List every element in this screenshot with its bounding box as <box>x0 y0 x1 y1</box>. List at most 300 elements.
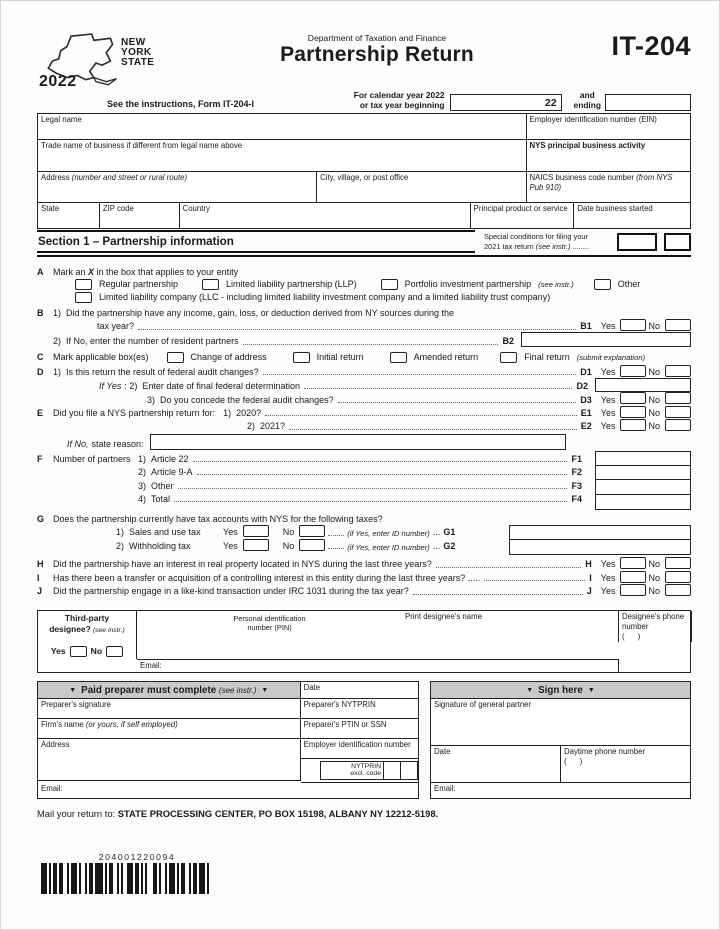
signature-area <box>37 681 691 799</box>
mail-instruction <box>37 808 691 819</box>
f3-tag: F3 <box>571 480 582 491</box>
general-partner-signature-field[interactable] <box>431 699 690 746</box>
designee-phone-label: Designee's phone number <box>622 612 685 631</box>
c-amended-return-label: Amended return <box>413 351 479 362</box>
and-ending-label <box>574 90 601 111</box>
e1-tag: E1 <box>580 407 592 418</box>
question-b-line-1 <box>37 305 691 318</box>
g1-label: Sales and use tax <box>129 527 201 538</box>
trade-name-label: Trade name of business if different from legal name above <box>41 141 243 150</box>
opt-final-return <box>500 352 645 363</box>
a-other-checkbox[interactable] <box>594 279 611 290</box>
dotted-leader <box>174 501 567 502</box>
b1-yes-label: Yes <box>600 321 616 332</box>
preparer-right-column <box>301 739 418 783</box>
question-i <box>37 570 691 583</box>
opt-llp <box>202 279 357 290</box>
calendar-line-2: or tax year beginning <box>359 99 445 110</box>
preparer-nytprin-field[interactable] <box>301 699 418 719</box>
general-partner-signature-label: Signature of general partner <box>434 699 532 709</box>
agency-name: Department of Taxation and Finance <box>307 33 447 43</box>
excl-code-cell-1[interactable] <box>383 762 400 779</box>
triangle-down-icon: ▼ <box>261 686 269 694</box>
question-f-intro: Number of partners <box>53 453 131 464</box>
ein-label: Employer identification number (EIN) <box>529 115 657 124</box>
sign-here-header <box>431 682 690 699</box>
form-content <box>37 29 691 819</box>
g1-id-field[interactable] <box>509 525 691 540</box>
h-no-checkbox[interactable] <box>665 557 691 569</box>
j-no-label: No <box>648 586 660 597</box>
h-tag: H <box>585 559 592 570</box>
state-field[interactable] <box>38 203 100 228</box>
dotted-leader <box>484 580 585 581</box>
g1-dots: ... <box>432 527 441 538</box>
logo-text <box>121 38 154 69</box>
special-conditions <box>475 232 691 251</box>
f1-field[interactable] <box>595 451 691 466</box>
question-e-reason-line <box>37 432 691 450</box>
sign-email-field[interactable] <box>431 783 690 798</box>
excl-code-cell-2[interactable] <box>400 762 417 779</box>
country-field[interactable] <box>180 203 471 228</box>
section-1-bar <box>37 229 691 257</box>
logo-line-1: NEW <box>121 37 146 48</box>
c-initial-return-checkbox[interactable] <box>293 352 310 363</box>
h-no-label: No <box>648 559 660 570</box>
question-j-text: Did the partnership engage in a like-kind transaction under IRC 1031 during the tax year? <box>53 586 409 597</box>
g2-note: (if Yes, enter ID number) <box>347 542 430 552</box>
e1-no-label: No <box>648 407 660 418</box>
question-b1-num: 1) <box>53 307 62 318</box>
sign-phone-label: Daytime phone number <box>564 746 646 756</box>
j-tag: J <box>586 586 592 597</box>
designee-pin-field[interactable] <box>137 611 402 659</box>
designee-no-label: No <box>90 646 103 657</box>
g2-no-checkbox[interactable] <box>299 539 325 551</box>
g1-yes-label: Yes <box>223 527 238 538</box>
sign-date-phone-row <box>431 746 690 783</box>
preparer-address-label: Address <box>41 739 70 749</box>
question-j-letter: J <box>37 586 43 597</box>
designee-name-label: Print designee's name <box>405 612 482 622</box>
date-started-label: Date business started <box>577 204 653 213</box>
question-g-letter: G <box>37 514 45 525</box>
dotted-leader <box>138 329 576 330</box>
designee-pin-label-1: Personal identification <box>233 614 306 624</box>
sign-here-block <box>430 681 691 799</box>
city-field[interactable] <box>317 172 526 202</box>
question-e-intro: Did you file a NYS partnership return for: <box>53 407 216 418</box>
question-c <box>37 349 691 362</box>
instructions-note: See the instructions, Form IT-204-I <box>107 99 255 109</box>
i-no-label: No <box>648 572 660 583</box>
g1-num: 1) <box>116 527 125 538</box>
designee-yes-label: Yes <box>50 646 66 657</box>
c-final-return-note: (submit explanation) <box>576 352 646 362</box>
b2-resident-partners-field[interactable] <box>521 332 691 347</box>
question-e1-num: 1) <box>223 407 232 418</box>
question-d1-num: 1) <box>53 367 62 378</box>
preparer-date-field[interactable] <box>301 682 418 699</box>
e2-yes-checkbox[interactable] <box>620 419 646 431</box>
nytprin-excl-label <box>321 762 383 779</box>
entity-row-3 <box>38 172 690 203</box>
opt-regular-partnership <box>75 279 178 290</box>
question-d2-prefix-italic: If Yes <box>99 381 122 392</box>
g1-tag: G1 <box>443 527 456 538</box>
e1-yes-label: Yes <box>600 407 616 418</box>
d1-yes-checkbox[interactable] <box>620 365 646 377</box>
f3-field[interactable] <box>595 480 691 495</box>
naics-label: NAICS business code number <box>529 173 634 182</box>
question-c-text: Mark applicable box(es) <box>53 351 149 362</box>
question-c-letter: C <box>37 351 44 362</box>
designee-phone-paren: ( ) <box>622 631 641 641</box>
question-f-left <box>37 451 589 509</box>
f1-tag: F1 <box>571 453 582 464</box>
question-a <box>37 264 691 277</box>
f3-label: Other <box>151 480 174 491</box>
preparer-firm-note: (or yours, if self employed) <box>85 719 178 729</box>
designee-yes-checkbox[interactable] <box>70 646 87 657</box>
sign-date-field[interactable] <box>431 746 561 782</box>
excl-line-2: excl. code <box>350 769 381 777</box>
e-reason-field[interactable] <box>150 434 566 450</box>
a-llp-label: Limited liability partnership (LLP) <box>226 279 357 290</box>
question-d3-num: 3) <box>147 394 156 405</box>
preparer-firm-label: Firm's name <box>41 719 84 729</box>
product-field[interactable] <box>471 203 575 228</box>
f2-label: Article 9-A <box>151 467 193 478</box>
triangle-down-icon: ▼ <box>587 686 595 694</box>
preparer-header <box>38 682 301 699</box>
calendar-line-1: For calendar year 2022 <box>353 89 445 100</box>
scanline-barcode <box>41 852 233 894</box>
question-g-line-1 <box>37 525 509 538</box>
designee-label-1: Third-party <box>64 613 110 624</box>
e2-no-label: No <box>648 421 660 432</box>
address-field[interactable] <box>38 172 317 202</box>
excl-line-1: NYTPRIN <box>351 762 381 770</box>
entity-row-2 <box>38 140 690 172</box>
country-label: Country <box>182 204 210 213</box>
question-d-letter: D <box>37 367 44 378</box>
logo-line-2: YORK <box>121 47 152 59</box>
zip-label: ZIP code <box>102 204 134 213</box>
question-f-letter: F <box>37 453 43 464</box>
entity-info-grid <box>37 113 691 229</box>
b1-yes-checkbox[interactable] <box>620 319 646 331</box>
i-no-checkbox[interactable] <box>665 571 691 583</box>
a-llc-label: Limited liability company (LLC - including limited liability investment company and a limited liability trust company) <box>99 292 551 303</box>
product-label: Principal product or service <box>473 204 568 213</box>
question-i-letter: I <box>37 572 40 583</box>
e2-yes-label: Yes <box>600 421 616 432</box>
preparer-signature-row <box>38 699 418 719</box>
c-change-of-address-checkbox[interactable] <box>167 352 184 363</box>
nys-activity-label: NYS principal business activity <box>529 141 646 150</box>
opt-change-address <box>167 352 267 363</box>
d1-tag: D1 <box>580 367 592 378</box>
h-yes-label: Yes <box>600 559 616 570</box>
g2-yes-checkbox[interactable] <box>243 539 269 551</box>
f2-tag: F2 <box>571 467 582 478</box>
question-h-letter: H <box>37 559 44 570</box>
designee-email-field[interactable] <box>137 659 619 672</box>
b2-tag: B2 <box>502 336 514 347</box>
g2-yes-label: Yes <box>223 540 238 551</box>
preparer-nytprin-label: Preparer's NYTPRIN <box>303 699 376 709</box>
calendar-label <box>354 90 445 111</box>
designee-question-label <box>49 613 124 635</box>
question-b1-text-2: tax year? <box>97 321 135 332</box>
dotted-leader <box>328 548 344 549</box>
e2-no-checkbox[interactable] <box>665 419 691 431</box>
c-final-return-checkbox[interactable] <box>500 352 517 363</box>
question-d3-text: Do you concede the federal audit changes? <box>160 394 334 405</box>
preparer-header-note: (see instr.) <box>218 685 257 695</box>
form-header <box>37 29 691 90</box>
g1-yes-checkbox[interactable] <box>243 525 269 537</box>
h-yes-checkbox[interactable] <box>620 557 646 569</box>
f2-field[interactable] <box>595 466 691 481</box>
a-other-label: Other <box>617 279 641 290</box>
question-f-line-4 <box>37 491 589 504</box>
question-e-line-1 <box>37 405 691 418</box>
opt-other <box>594 279 641 290</box>
preparer-signature-label: Preparer's signature <box>41 699 111 709</box>
designee-no-checkbox[interactable] <box>106 646 123 657</box>
entity-row-1 <box>38 114 690 140</box>
triangle-down-icon: ▼ <box>69 686 77 694</box>
j-yes-checkbox[interactable] <box>620 584 646 596</box>
designee-phone-field[interactable] <box>619 611 692 642</box>
e-reason-label: state reason: <box>91 439 144 450</box>
question-g-text: Does the partnership currently have tax accounts with NYS for the following taxes? <box>53 514 383 525</box>
opt-amended-return <box>390 352 479 363</box>
nytprin-excl-box <box>320 761 418 780</box>
question-d2-prefix: : 2) <box>124 381 138 392</box>
dotted-leader <box>193 461 568 462</box>
form-number: IT-204 <box>611 31 691 61</box>
d2-tag: D2 <box>576 381 588 392</box>
question-b-line-2 <box>37 319 691 332</box>
c-final-return-label: Final return <box>524 351 570 362</box>
d1-yes-label: Yes <box>600 367 616 378</box>
designee-name-field[interactable] <box>402 611 619 642</box>
preparer-firm-field[interactable] <box>38 719 301 739</box>
question-b-line-3 <box>37 332 691 347</box>
d1-no-label: No <box>648 367 660 378</box>
sign-email-label: Email: <box>434 783 456 793</box>
questions-section <box>37 264 691 597</box>
designee-question-cell <box>38 611 137 659</box>
dotted-leader <box>338 402 577 403</box>
e2-tag: E2 <box>580 421 592 432</box>
header-center <box>227 33 527 67</box>
dotted-leader <box>304 388 573 389</box>
nys-activity-field[interactable] <box>527 140 691 171</box>
g2-num: 2) <box>116 540 125 551</box>
question-i-text: Has there been a transfer or acquisition of a controlling interest in this entity during the last three years? ..... <box>53 572 481 583</box>
a-portfolio-label: Portfolio investment partnership <box>404 279 532 290</box>
triangle-down-icon: ▼ <box>526 686 534 694</box>
question-a-letter: A <box>37 266 44 277</box>
question-b2-num: 2) <box>53 336 62 347</box>
c-change-of-address-label: Change of address <box>190 351 267 362</box>
barcode-space <box>209 863 211 894</box>
question-f-line-2 <box>37 465 589 478</box>
g2-id-field[interactable] <box>509 540 691 555</box>
b1-no-checkbox[interactable] <box>665 319 691 331</box>
question-a-text: Mark an X in the box that applies to your entity <box>53 266 239 277</box>
a-llp-checkbox[interactable] <box>202 279 219 290</box>
designee-note: (see instr.) <box>92 626 125 634</box>
legal-name-field[interactable] <box>38 114 527 139</box>
state-label: State <box>41 204 60 213</box>
preparer-header-text: Paid preparer must complete <box>81 684 217 696</box>
f2-num: 2) <box>138 467 147 478</box>
preparer-address-field[interactable] <box>38 739 301 781</box>
a-llc-checkbox[interactable] <box>75 292 92 303</box>
f4-field[interactable] <box>595 495 691 510</box>
legal-name-label: Legal name <box>41 115 82 124</box>
d3-yes-checkbox[interactable] <box>620 392 646 404</box>
preparer-ein-field[interactable] <box>301 739 418 759</box>
and-label: and <box>579 89 595 100</box>
question-f <box>37 451 691 509</box>
preparer-email-field[interactable] <box>38 783 418 798</box>
special-note: (see instr.) <box>535 241 571 251</box>
preparer-date-label: Date <box>303 682 321 692</box>
a-regular-partnership-checkbox[interactable] <box>75 279 92 290</box>
preparer-address-row <box>38 739 418 783</box>
ending-label: ending <box>573 99 601 110</box>
preparer-email-label: Email: <box>41 783 63 793</box>
special-condition-code-box-2[interactable] <box>664 233 691 251</box>
question-e-line-2 <box>37 419 691 432</box>
dotted-leader <box>243 344 499 345</box>
g2-label: Withholding tax <box>129 540 191 551</box>
e-reason-italic: If No, <box>67 439 89 450</box>
section-1-title: Section 1 – Partnership information <box>37 230 475 253</box>
question-e-letter: E <box>37 407 44 418</box>
e1-no-checkbox[interactable] <box>665 406 691 418</box>
b1-no-label: No <box>648 321 660 332</box>
a-regular-partnership-label: Regular partnership <box>99 279 179 290</box>
a-portfolio-checkbox[interactable] <box>381 279 398 290</box>
naics-field[interactable] <box>527 172 691 202</box>
special-line-2: 2021 tax return <box>484 241 534 251</box>
question-d-line-2 <box>37 378 691 392</box>
d2-determination-date-field[interactable] <box>595 378 691 392</box>
sign-phone-paren: ( ) <box>564 756 583 766</box>
preparer-firm-row <box>38 719 418 739</box>
address-label: Address <box>41 173 70 182</box>
d1-no-checkbox[interactable] <box>665 365 691 377</box>
question-j <box>37 584 691 597</box>
mail-prefix: Mail your return to: <box>37 807 116 819</box>
logo-year: 2022 <box>39 73 77 90</box>
f4-num: 4) <box>138 493 147 504</box>
j-no-checkbox[interactable] <box>665 584 691 596</box>
nys-logo <box>39 29 209 93</box>
i-yes-checkbox[interactable] <box>620 571 646 583</box>
c-initial-return-label: Initial return <box>316 351 364 362</box>
dotted-leader <box>178 488 568 489</box>
designee-label-2: designee? <box>49 623 91 634</box>
f4-tag: F4 <box>571 493 582 504</box>
designee-yes-no <box>51 646 123 657</box>
dotted-leader <box>197 474 568 475</box>
barcode-bars <box>41 863 233 894</box>
g2-no-label: No <box>282 540 295 551</box>
b1-tag: B1 <box>580 321 592 332</box>
city-label: City, village, or post office <box>320 173 409 182</box>
g1-no-checkbox[interactable] <box>299 525 325 537</box>
address-note: (number and street or rural route) <box>71 173 188 182</box>
d3-no-checkbox[interactable] <box>665 392 691 404</box>
f4-label: Total <box>151 493 171 504</box>
question-d2-text: Enter date of final federal determination <box>142 381 300 392</box>
mail-address: STATE PROCESSING CENTER, PO BOX 15198, ALBANY NY 12212-5198. <box>117 807 439 819</box>
c-amended-return-checkbox[interactable] <box>390 352 407 363</box>
special-line-1: Special conditions for filing your <box>484 232 588 242</box>
zip-field[interactable] <box>100 203 180 228</box>
question-e1-text: 2020? <box>236 407 262 418</box>
question-f-boxes <box>595 451 691 509</box>
question-g-boxes <box>509 525 691 555</box>
ein-field[interactable] <box>527 114 691 139</box>
tax-year-begin-field[interactable]: 22 <box>450 94 562 111</box>
d3-no-label: No <box>648 394 660 405</box>
g2-tag: G2 <box>443 540 456 551</box>
question-d-line-3 <box>37 392 691 405</box>
question-e2-text: 2021? <box>260 421 286 432</box>
third-party-designee-block <box>37 610 691 673</box>
nytprin-excl-wrap <box>301 759 418 782</box>
question-b1-text: Did the partnership have any income, gain, loss, or deduction derived from NY sources during the <box>66 307 455 318</box>
opt-llc <box>75 292 550 303</box>
e1-yes-checkbox[interactable] <box>620 406 646 418</box>
a-portfolio-note: (see instr.) <box>538 280 574 290</box>
question-g-line-2 <box>37 538 509 551</box>
preparer-ptin-field[interactable] <box>301 719 418 739</box>
designee-email-label: Email: <box>140 661 162 671</box>
tax-year-end-field[interactable] <box>605 94 691 111</box>
question-h-text: Did the partnership have an interest in real property located in NYS during the last three years? <box>53 559 432 570</box>
question-f-line-3 <box>37 478 589 491</box>
date-started-field[interactable] <box>574 203 690 228</box>
barcode-number: 204001220094 <box>98 852 176 862</box>
special-condition-code-box-1[interactable] <box>617 233 657 251</box>
dotted-leader <box>436 567 582 568</box>
question-d1-text: Is this return the result of federal audit changes? <box>66 367 259 378</box>
opt-initial-return <box>293 352 364 363</box>
trade-name-field[interactable] <box>38 140 527 171</box>
special-conditions-label <box>484 232 610 251</box>
question-b2-text: If No, enter the number of resident partners <box>66 336 239 347</box>
question-e2-num: 2) <box>247 421 256 432</box>
d3-tag: D3 <box>580 394 592 405</box>
question-d-line-1 <box>37 365 691 378</box>
sign-phone-field[interactable] <box>561 746 690 782</box>
f3-num: 3) <box>138 480 147 491</box>
designee-pin-label-2: number (PIN) <box>247 623 292 633</box>
question-a-options-2 <box>75 292 691 303</box>
preparer-signature-field[interactable] <box>38 699 301 719</box>
